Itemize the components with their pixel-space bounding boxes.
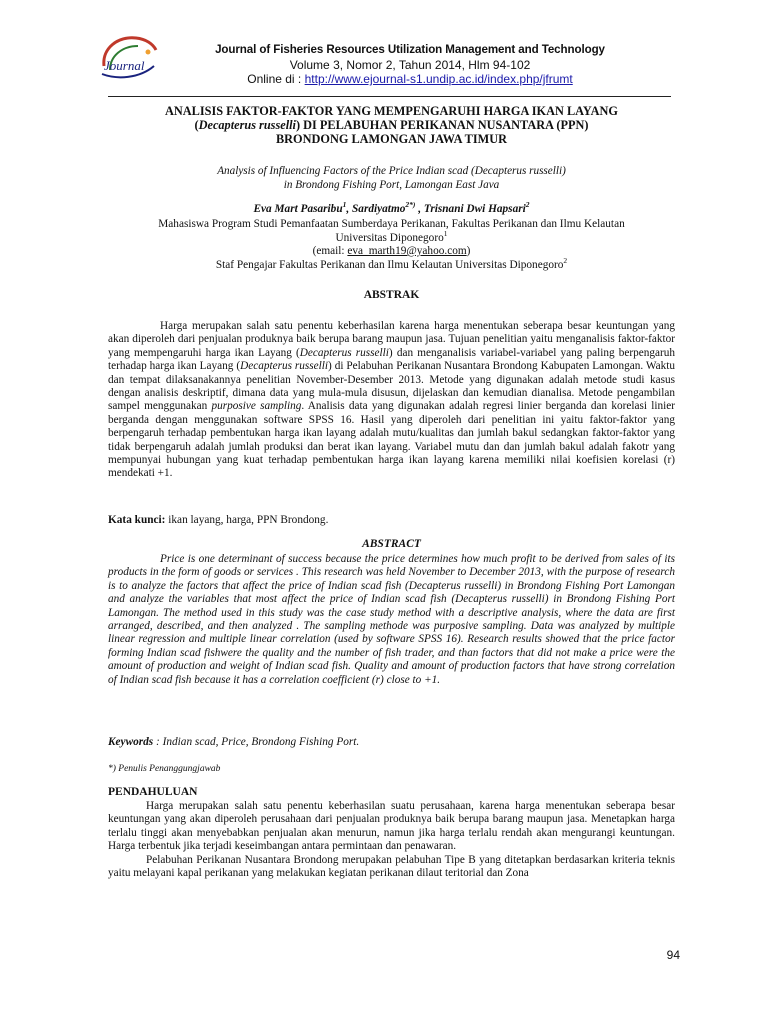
- kata-kunci-label: Kata kunci:: [108, 514, 166, 526]
- affiliation-line-4: Staf Pengajar Fakultas Perikanan dan Ilmu Kelautan Universitas Diponegoro$^2$: [215, 255, 568, 271]
- abstract-text: Price is one determinant of success because the price determines how much profit to be derived from sales of its products in the form of goods or services . This research was held November to December 2013, with the purpose of research is to analyze the factors that affect the price of Indian scad fish (Decapterus russelli) in Brondong Fishing Port Lamongan and analyze the variables that most affect the price of Indian scad fish (Decapterus russelli) in Brondong Fishing Port Lamongan. The method used in this study was the case study method with a descriptive analysis, where the data are first arranged, described, and then analyzed . The sampling methode was purposive sampling. Data was analyzed by multiple linear regression and multiple linear correlation (used by software SPSS 16). Research results showed that the price factor forming Indian scad fishwere the quality and the number of fish trader, and than factors that did not make a price were the amount of production and weight of Indian scad fish. Quality and amount of production factors that have strong correlation of Indian scad fish because it has a correlation coefficient (r) close to +1.: [108, 553, 675, 686]
- pendahuluan-paragraph-2: Pelabuhan Perikanan Nusantara Brondong merupakan pelabuhan Tipe B yang ditetapkan berdasarkan kriteria teknis yaitu melayani kapal perikanan yang melakukan kegiatan perikanan dilaut teritorial dan Zona: [108, 853, 675, 880]
- header-rule: [108, 96, 671, 97]
- keywords: Keywords : Indian scad, Price, Brondong Fishing Port.: [108, 736, 360, 748]
- affiliation-line-2: Universitas Diponegoro$^1$: [335, 228, 448, 244]
- title-species: Decapterus russelli: [198, 118, 296, 132]
- affiliations: [108, 218, 675, 272]
- email-link[interactable]: eva_marth19@yahoo.com: [347, 245, 467, 257]
- journal-url-link[interactable]: http://www.ejournal-s1.undip.ac.id/index.php/jfrumt: [304, 72, 573, 86]
- page-number: 94: [666, 948, 680, 962]
- pendahuluan-paragraph-1: Harga merupakan salah satu penentu keberhasilan suatu perusahaan, karena harga menentukan seberapa besar keuntungan yang akan diperoleh perusahaan dari penjualan produknya baik berupa barang maupun jasa. Menetapkan harga terlalu tinggi akan menyebabkan penjualan akan menurun, namun jika harga terlalu rendah akan mengurangi keuntungan. Harga terbentuk jika terjadi keseimbangan antara permintaan dan penawaran.: [108, 800, 675, 853]
- title-line-1: ANALISIS FAKTOR-FAKTOR YANG MEMPENGARUHI HARGA IKAN LAYANG: [165, 104, 618, 118]
- pendahuluan-heading: PENDAHULUAN: [108, 786, 198, 798]
- journal-title: Journal of Fisheries Resources Utilization Management and Technology: [215, 43, 605, 56]
- online-prefix: Online di :: [247, 72, 305, 86]
- footnote: *) Penulis Penanggungjawab: [108, 764, 221, 774]
- journal-volume: Volume 3, Nomor 2, Tahun 2014, Hlm 94-102: [289, 58, 531, 72]
- abstrak-heading: ABSTRAK: [363, 289, 420, 301]
- author-list: Eva Mart Pasaribu$^1$, Sardiyatmo$^{2*)}$ , Trisnani Dwi Hapsari$^2$: [253, 200, 530, 215]
- paper-title: [108, 104, 675, 146]
- english-title-line-2: in Brondong Fishing Port, Lamongan East Java: [283, 178, 500, 191]
- svg-text:Journal: Journal: [104, 58, 145, 73]
- abstract-heading: ABSTRACT: [362, 538, 421, 550]
- title-line-3: BRONDONG LAMONGAN JAWA TIMUR: [275, 132, 508, 146]
- journal-online: [150, 72, 670, 86]
- keywords-label: Keywords: [108, 736, 154, 748]
- kata-kunci: Kata kunci: ikan layang, harga, PPN Brondong.: [108, 514, 329, 526]
- abstrak-text: Harga merupakan salah satu penentu keberhasilan karena harga menentukan seberapa besar keuntungan yang akan diperoleh dari penjualan produknya baik berupa barang maupun jasa. Tujuan penelitian yaitu menganalisis faktor-faktor yang mempengaruhi harga ikan Layang (Decapterus russelli) dan menganalisis variabel-variabel yang paling berpengaruh terhadap harga ikan Layang (Decapterus russelli) di Pelabuhan Perikanan Nusantara Brondong Kabupaten Lamongan. Waktu dan tempat dilaksanakannya penelitian November-Desember 2013. Metode yang digunakan adalah metode studi kasus dengan analisis deskriptif, dimana data yang mula-mula disusun, dijelaskan dan kemudian dianalisa. Metode pengambilan sampel menggunakan purposive sampling. Analisis data yang digunakan adalah regresi linier berganda dan korelasi linier berganda dengan menggunakan software SPSS 16. Hasil yang diperoleh dari penelitian ini yaitu faktor-faktor yang berpengaruh terhadap pembentukan harga ikan layang adalah mutu/kualitas dan jumlah bakul sedangkan faktor-faktor yang tidak berpengaruh adalah jumlah produksi dan berat ikan layang. Variabel mutu dan dan jumlah bakul adalah fakotr yang mempunyai hubungan yang kuat terhadap pembentukan harga ikan layang karena memiliki nilai koefisien korelasi (r) mendekati +1.: [108, 320, 676, 480]
- affiliation-line-1: Mahasiswa Program Studi Pemanfaatan Sumberdaya Perikanan, Fakultas Perikanan dan Ilmu Kelautan: [158, 218, 625, 230]
- english-title-line-1: Analysis of Influencing Factors of the Price Indian scad (Decapterus russelli): [217, 165, 566, 177]
- author-email: (email: eva_marth19@yahoo.com): [312, 245, 471, 257]
- english-title: [108, 165, 675, 192]
- title-line-2: (Decapterus russelli) DI PELABUHAN PERIKANAN NUSANTARA (PPN): [194, 118, 589, 132]
- pendahuluan-text: [108, 800, 675, 880]
